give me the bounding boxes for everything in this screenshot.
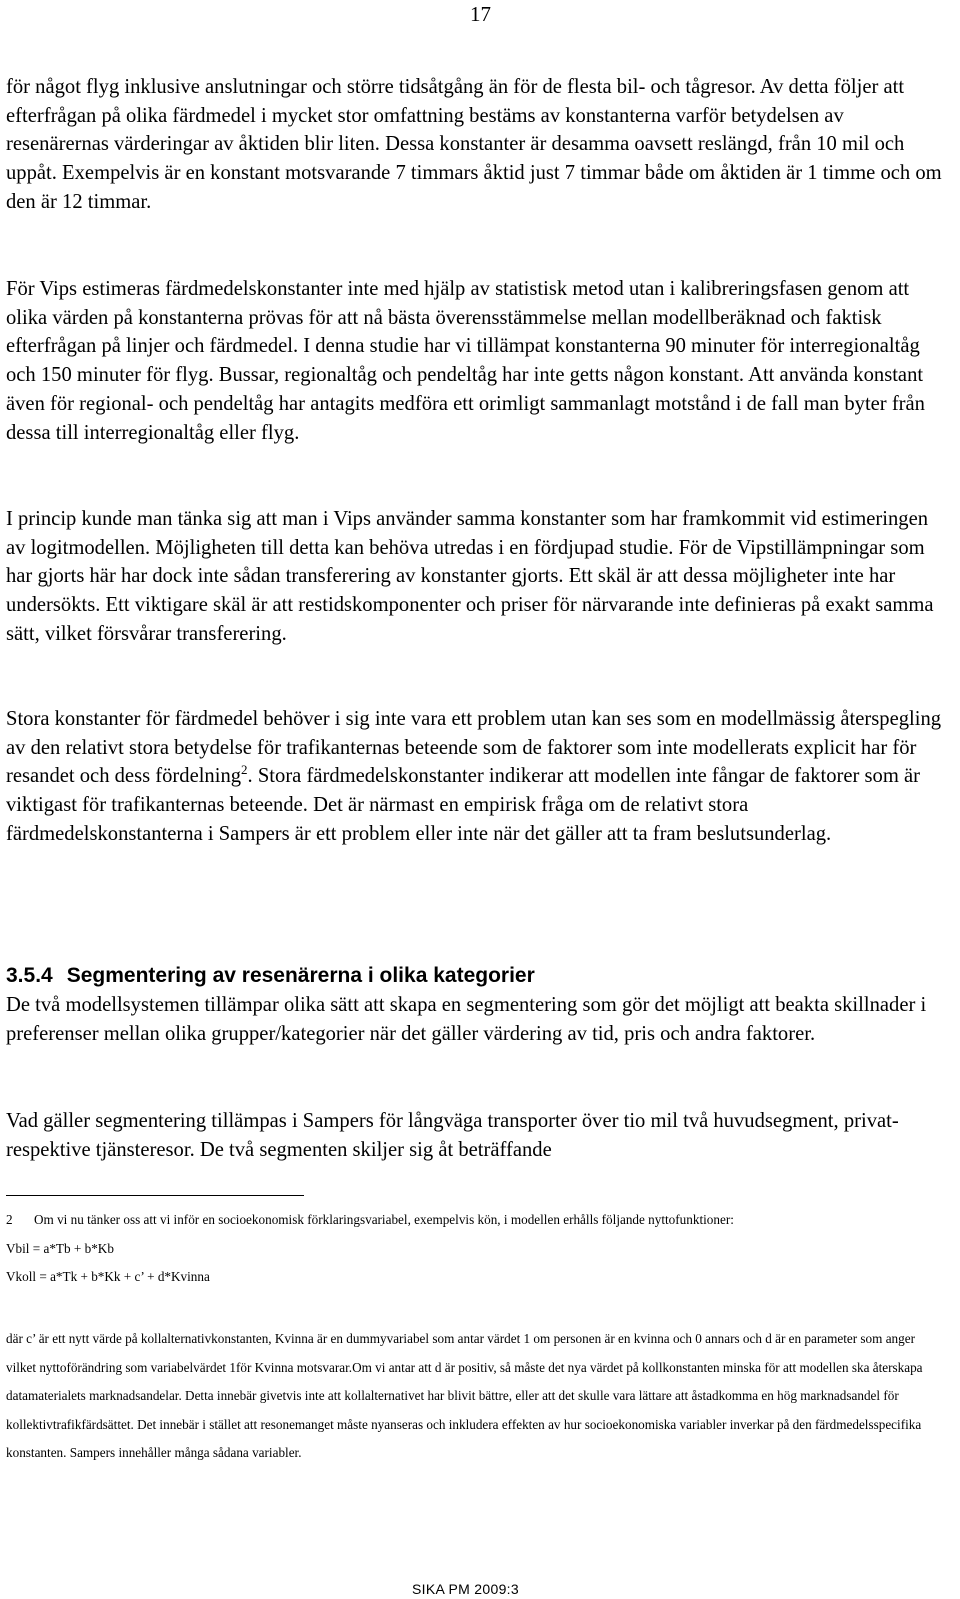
- paragraph-text-part: Stora konstanter för färdmedel behöver i sig inte vara ett problem utan kan ses som en modellmässig återspegling av den relativt stora betydelse för trafikanternas beteende som de faktorer som inte modellerats explicit har för resandet och dess fördelning: [6, 708, 942, 788]
- footnote-divider: [6, 1195, 304, 1196]
- paragraph-text-part: . Stora färdmedelskonstanter indikerar att modellen inte fångar de faktorer som är viktigast för trafikanternas beteende. Det är närmast en empirisk fråga om de relativt stora färdmedelskonstanterna i Sampers är ett problem eller inte när det gäller att ta fram beslutsunderlag.: [6, 765, 921, 845]
- footnote-intro: [6, 1212, 946, 1228]
- section-heading: [6, 962, 535, 990]
- footnote-reference[interactable]: 2: [241, 762, 248, 778]
- footnote-equation-koll: Vkoll = a*Tk + b*Kk + c’ + d*Kvinna: [6, 1269, 210, 1284]
- paragraph-large-constants: [6, 705, 946, 849]
- page-number: 17: [470, 2, 491, 26]
- footnote-intro-text: Om vi nu tänker oss att vi inför en socioekonomisk förklaringsvariabel, exempelvis kön, i modellen erhålls följande nyttofunktioner:: [34, 1212, 734, 1227]
- section-number: 3.5.4: [6, 964, 53, 987]
- footnote-equation-bil: Vbil = a*Tb + b*Kb: [6, 1241, 114, 1256]
- section-title: Segmentering av resenärerna i olika kategorier: [66, 964, 535, 987]
- paragraph-segmentation-intro: De två modellsystemen tillämpar olika sätt att skapa en segmentering som gör det möjligt att beakta skillnader i preferenser mellan olika grupper/kategorier när det gäller värdering av tid, pris och andra faktorer.: [6, 994, 927, 1045]
- paragraph-transfer-constants: I princip kunde man tänka sig att man i Vips använder samma konstanter som har framkommit vid estimeringen av logitmodellen. Möjligheten till detta kan behöva utredas i en fördjupad studie. För de Vipstillämpningar som har gjorts här har dock inte sådan transferering av konstanter gjorts. Ett skäl är att dessa möjligheter inte har undersökts. Ett viktigare skäl är att restidskomponenter och priser för närvarande inte definieras på exakt samma sätt, vilket försvårar transferering.: [6, 508, 934, 645]
- paragraph-constants-intro: för något flyg inklusive anslutningar och större tidsåtgång än för de flesta bil- och tågresor. Av detta följer att efterfrågan på olika färdmedel i mycket stor omfattning bestäms av konstanterna varför betydelsen av resenärernas värderingar av åktiden blir liten. Dessa konstanter är desamma oavsett reslängd, från 10 mil och uppåt. Exempelvis är en konstant motsvarande 7 timmars åktid just 7 timmar både om åktiden är 1 timme och om den är 12 timmar.: [6, 76, 942, 213]
- footnote-explanation: där c’ är ett nytt värde på kollalternativkonstanten, Kvinna är en dummyvariabel som antar värdet 1 om personen är en kvinna och 0 annars och d är en parameter som anger vilket nyttoförändring som variabelvärdet 1för Kvinna motsvarar.Om vi antar att d är positiv, så måste det nya värdet på kollkonstanten minska för att modellen ska återskapa datamaterialets marknadsandelar. Detta innebär givetvis inte att kollalternativet har blivit bättre, eller att det skulle vara lättare att åstadkomma en hög marknadsandel för kollektivtrafikfärdsättet. Det innebär i stället att resonemanget måste nyanseras och inkludera effekten av hur socioekonomiska variabler inverkar på den färdmedelsspecifika konstanten. Sampers innehåller många sådana variabler.: [6, 1331, 923, 1460]
- paragraph-sampers-segments: Vad gäller segmentering tillämpas i Sampers för långväga transporter över tio mil två huvudsegment, privat- respektive tjänsteresor. De två segmenten skiljer sig åt beträffande: [6, 1110, 899, 1161]
- paragraph-vips-calibration: För Vips estimeras färdmedelskonstanter inte med hjälp av statistisk metod utan i kalibreringsfasen genom att olika värden på konstanterna prövas för att nå bästa överensstämmelse mellan modellberäknad och faktisk efterfrågan på linjer och färdmedel. I denna studie har vi tillämpat konstanterna 90 minuter för interregionaltåg och 150 minuter för flyg. Bussar, regionaltåg och pendeltåg har inte getts någon konstant. Att använda konstant även för regional- och pendeltåg har antagits medföra ett orimligt sammanlagt motstånd i de fall man byter från dessa till interregionaltåg eller flyg.: [6, 278, 925, 444]
- footnote-mark: 2: [6, 1212, 13, 1227]
- page-footer: SIKA PM 2009:3: [412, 1581, 519, 1597]
